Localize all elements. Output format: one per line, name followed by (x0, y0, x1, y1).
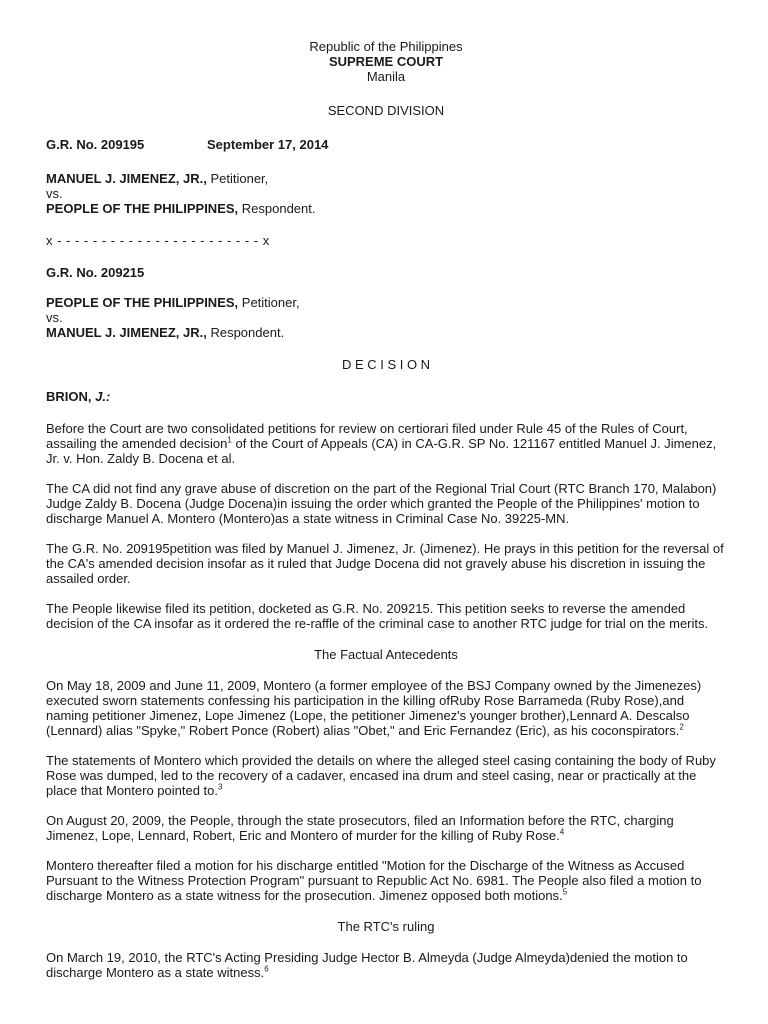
paragraph-7 (46, 813, 726, 843)
court-header (46, 39, 726, 84)
paragraph-4: The People likewise filed its petition, docketed as G.R. No. 209215. This petition seeks to reverse the amended decision of the CA insofar as it ordered the re-raffle of the criminal case to another RTC judge for trial on the merits. (46, 601, 709, 631)
paragraph-1-text-a: Before the Court are two consolidated petitions for review on certiorari filed under Rule 45 of the Rules of Court, assailing the amended decision (46, 421, 688, 451)
paragraph-9-text: On March 19, 2010, the RTC's Acting Presiding Judge Hector B. Almeyda (Judge Almeyda)denied the motion to discharge Montero as a state witness. (46, 950, 688, 980)
case1-petitioner-role: Petitioner, (206, 171, 269, 186)
paragraph-6 (46, 753, 726, 798)
paragraph-2: The CA did not find any grave abuse of discretion on the part of the Regional Trial Court (RTC Branch 170, Malabon) Judge Zaldy B. Docena (Judge Docena)in issuing the order which granted the People of the Philippines' motion to discharge Manuel A. Montero (Montero)as a state witness in Criminal Case No. 39225-MN. (46, 481, 717, 526)
case-separator: x - - - - - - - - - - - - - - - - - - - - - - - x (46, 233, 270, 248)
section-heading-factual-antecedents: The Factual Antecedents (314, 647, 458, 662)
paragraph-8 (46, 858, 726, 903)
case2-petitioner-role: Petitioner, (238, 295, 300, 310)
section-heading-rtc-ruling: The RTC's ruling (337, 919, 435, 934)
paragraph-5 (46, 678, 726, 738)
footnote-ref-3[interactable]: 3 (218, 782, 223, 792)
case2-parties (46, 295, 726, 340)
ponente-name: BRION, (46, 389, 96, 404)
paragraph-1 (46, 421, 726, 466)
paragraph-3: The G.R. No. 209195petition was filed by Manuel J. Jimenez, Jr. (Jimenez). He prays in this petition for the reversal of the CA's amended decision insofar as it ruled that Judge Docena did not gravely abuse his discretion in issuing the assailed order. (46, 541, 724, 586)
court-name: SUPREME COURT (328, 54, 444, 69)
division-line: SECOND DIVISION (327, 103, 445, 118)
paragraph-5-text: On May 18, 2009 and June 11, 2009, Montero (a former employee of the BSJ Company owned by the Jimenezes) executed sworn statements confessing his participation in the killing ofRuby Rose Barrameda (Ruby Rose),and naming petitioner Jimenez, Lope Jimenez (Lope, the petitioner Jimenez's younger brother),Lennard A. Descalso (Lennard) alias "Spyke," Robert Ponce (Robert) alias "Obet," and Eric Fernandez (Eric), as his coconspirators. (46, 678, 702, 738)
case1-docket (46, 137, 726, 152)
case2-respondent-role: Respondent. (206, 325, 285, 340)
footnote-ref-4[interactable]: 4 (559, 827, 565, 837)
case1-date: September 17, 2014 (207, 137, 329, 152)
paragraph-9 (46, 950, 726, 980)
document-page (46, 39, 726, 980)
case1-parties (46, 171, 726, 216)
footnote-ref-6[interactable]: 6 (264, 964, 269, 974)
republic-line: Republic of the Philippines (309, 39, 463, 54)
case2-respondent-name: MANUEL J. JIMENEZ, JR., (46, 325, 207, 340)
case1-petitioner-name: MANUEL J. JIMENEZ, JR., (46, 171, 207, 186)
ponente (46, 389, 726, 404)
case2-gr-number: G.R. No. 209215 (46, 265, 145, 280)
paragraph-8-text: Montero thereafter filed a motion for his discharge entitled "Motion for the Discharge of the Witness as Accused Pursuant to the Witness Protection Program" pursuant to Republic Act No. 6981. The People also filed a motion to discharge Montero as a state witness for the prosecution. Jimenez opposed both motions. (46, 858, 702, 903)
case1-vs: vs. (46, 186, 63, 201)
case2-vs: vs. (46, 310, 63, 325)
case1-gr-number: G.R. No. 209195 (46, 137, 145, 152)
ponente-suffix: J.: (95, 389, 111, 404)
paragraph-7-text: On August 20, 2009, the People, through the state prosecutors, filed an Information before the RTC, charging Jimenez, Lope, Lennard, Robert, Eric and Montero of murder for the killing of Ruby Rose. (46, 813, 674, 843)
case1-respondent-name: PEOPLE OF THE PHILIPPINES, (46, 201, 239, 216)
case2-petitioner-name: PEOPLE OF THE PHILIPPINES, (46, 295, 239, 310)
case1-respondent-role: Respondent. (238, 201, 316, 216)
footnote-ref-5[interactable]: 5 (562, 887, 568, 897)
decision-title: D E C I S I O N (341, 357, 431, 372)
footnote-ref-1[interactable]: 1 (227, 435, 232, 445)
paragraph-6-text: The statements of Montero which provided the details on where the alleged steel casing containing the body of Ruby Rose was dumped, led to the recovery of a cadaver, encased ina drum and steel casing, near or practically at the place that Montero pointed to. (46, 753, 716, 798)
paragraph-1-text-b: of the Court of Appeals (CA) in CA-G.R. SP No. 121167 entitled Manuel J. Jimenez, Jr. v. Hon. Zaldy B. Docena et al. (46, 436, 717, 466)
court-city: Manila (366, 69, 406, 84)
footnote-ref-2[interactable]: 2 (679, 722, 684, 732)
